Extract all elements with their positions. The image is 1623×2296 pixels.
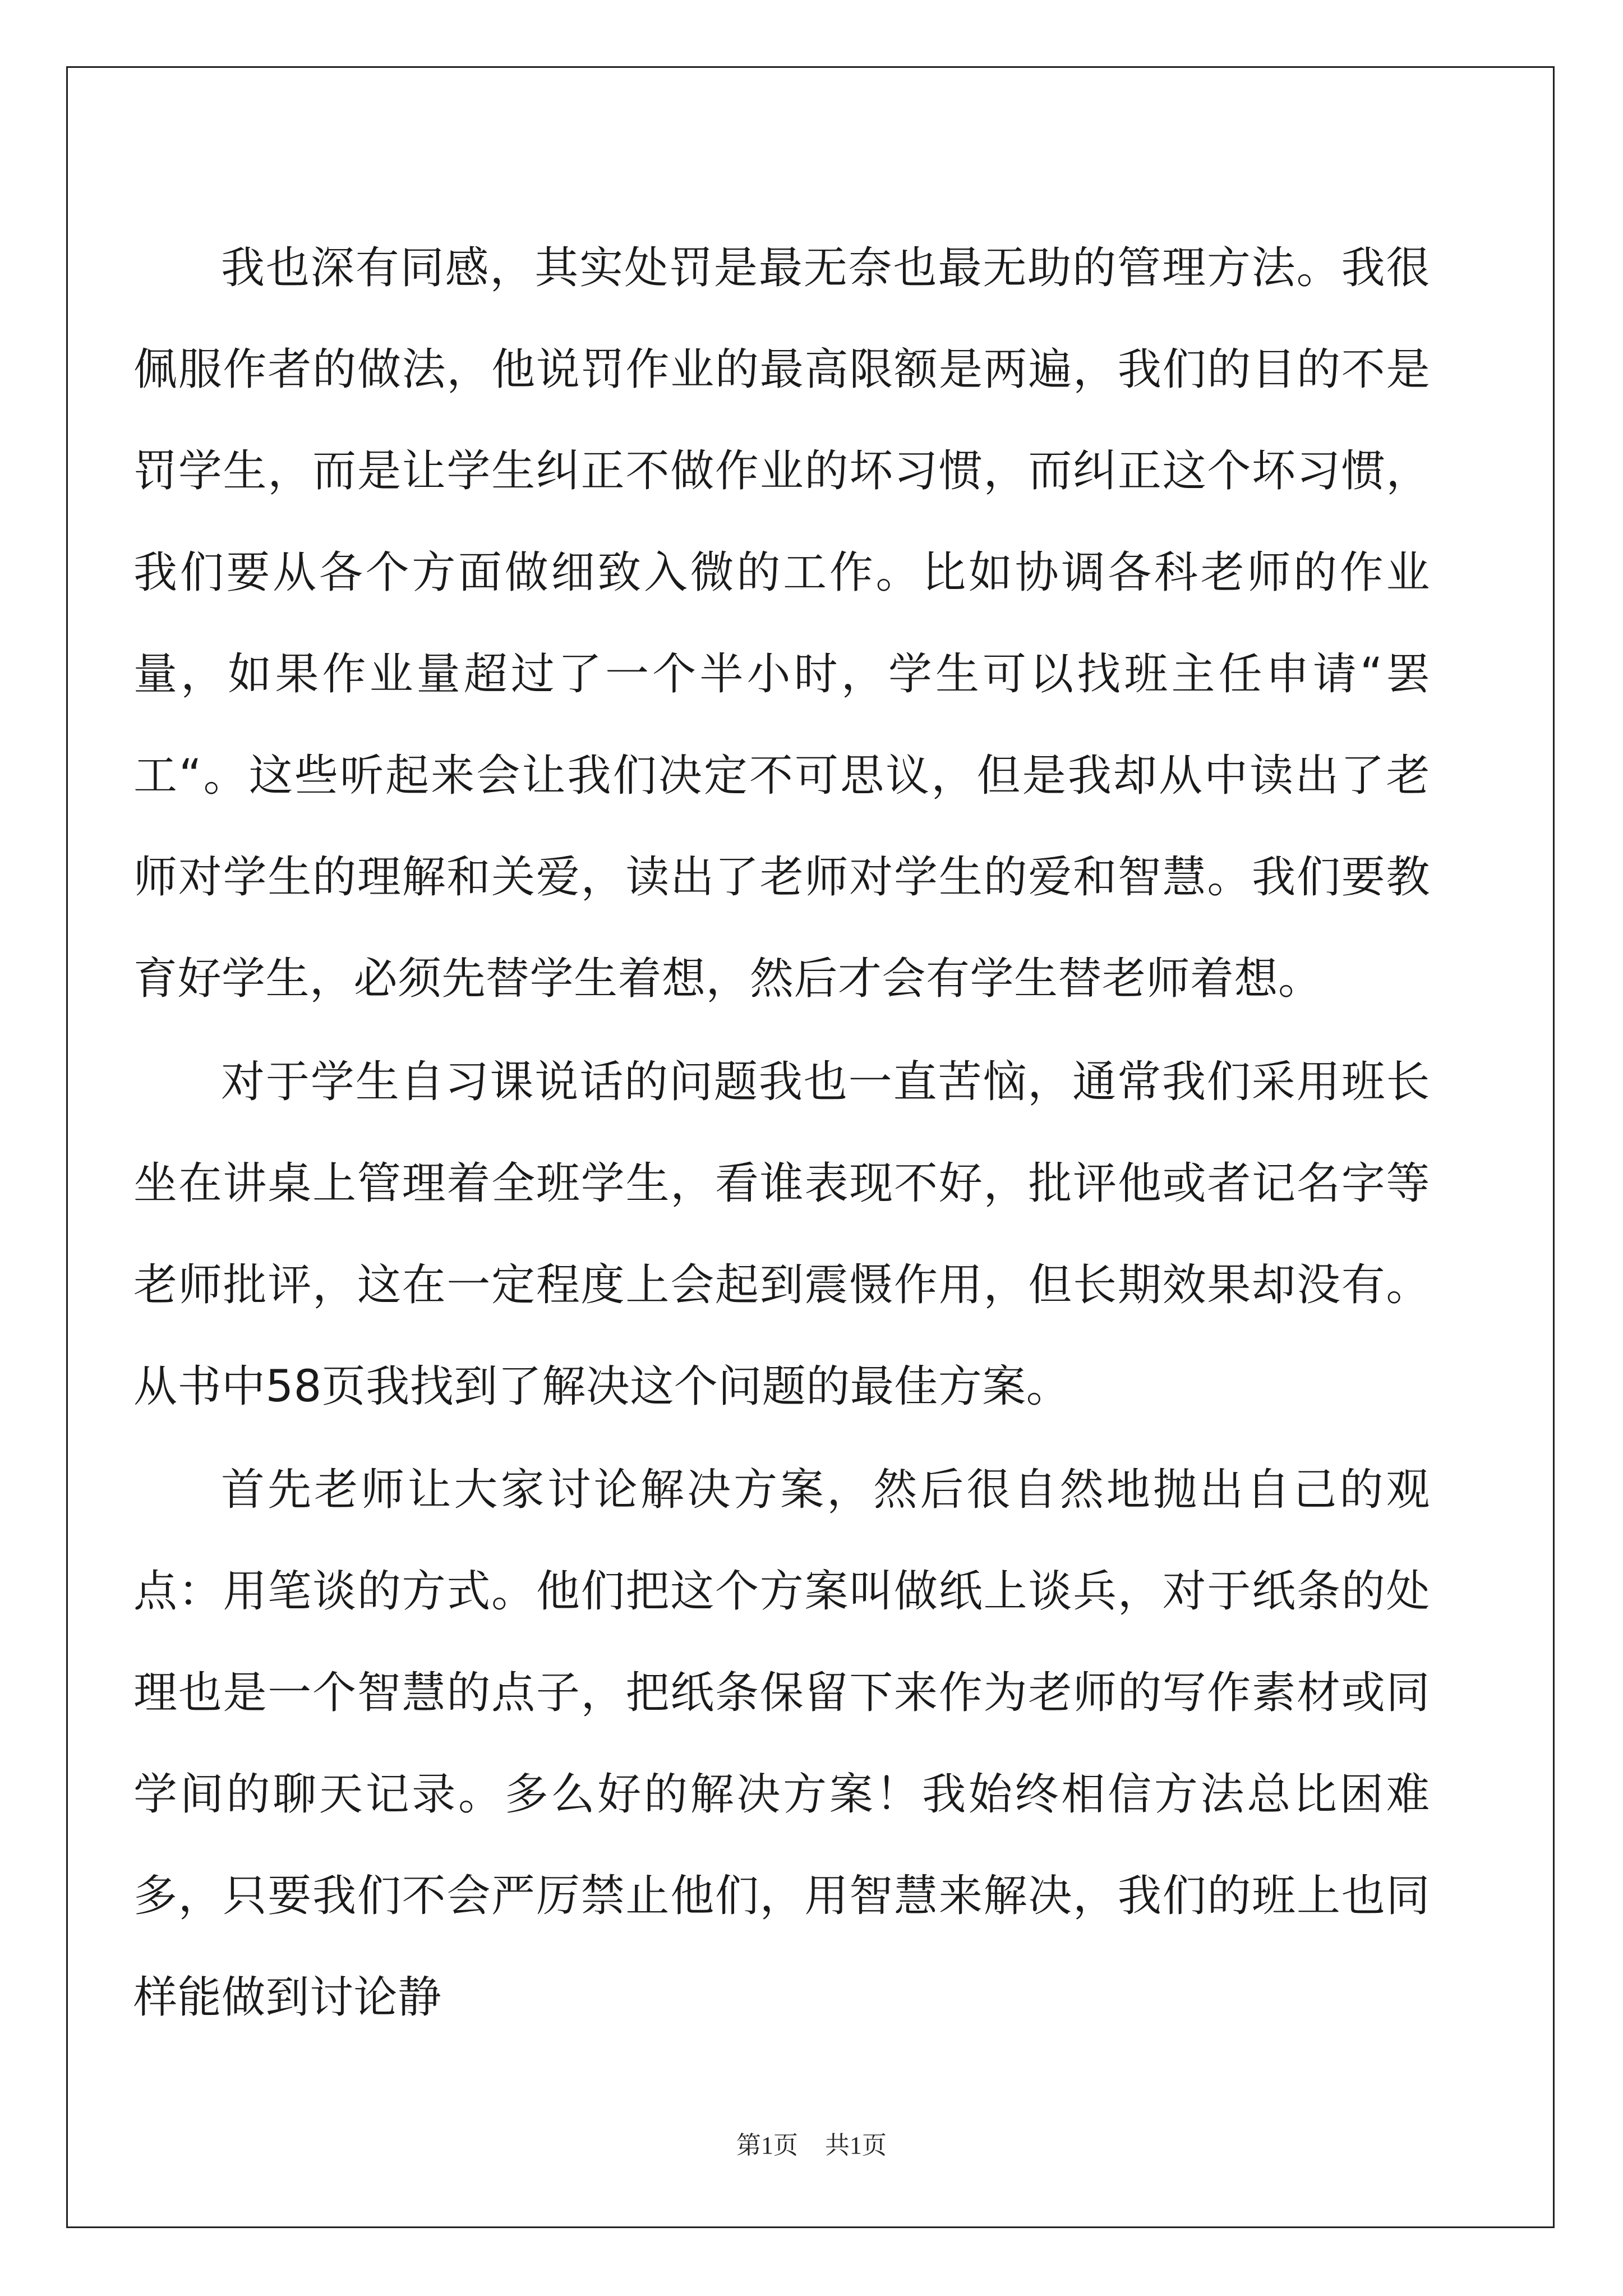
page-total: 共1页 [825, 2132, 887, 2159]
page-number: 第1页 [736, 2132, 798, 2159]
paragraph-2: 对于学生自习课说话的问题我也一直苦恼，通常我们采用班长坐在讲桌上管理着全班学生，看谁表现不好，批评他或者记名字等老师批评，这在一定程度上会起到震慑作用，但长期效果却没有。从书中58页我找到了解决这个问题的最佳方案。 [133, 1057, 1430, 1412]
document-body [133, 218, 1430, 2049]
paragraph-3: 首先老师让大家讨论解决方案，然后很自然地抛出自己的观点：用笔谈的方式。他们把这个方案叫做纸上谈兵，对于纸条的处理也是一个智慧的点子，把纸条保留下来作为老师的写作素材或同学间的聊天记录。多么好的解决方案！我始终相信方法总比困难多，只要我们不会严厉禁止他们，用智慧来解决，我们的班上也同样能做到讨论静 [133, 1465, 1430, 2023]
paragraph-1: 我也深有同感，其实处罚是最无奈也最无助的管理方法。我很佩服作者的做法，他说罚作业的最高限额是两遍，我们的目的不是罚学生，而是让学生纠正不做作业的坏习惯，而纠正这个坏习惯，我们要从各个方面做细致入微的工作。比如协调各科老师的作业量，如果作业量超过了一个半小时，学生可以找班主任申请“罢工“。这些听起来会让我们决定不可思议，但是我却从中读出了老师对学生的理解和关爱，读出了老师对学生的爱和智慧。我们要教育好学生，必须先替学生着想，然后才会有学生替老师着想。 [133, 243, 1430, 1004]
page-footer [0, 2125, 1623, 2161]
